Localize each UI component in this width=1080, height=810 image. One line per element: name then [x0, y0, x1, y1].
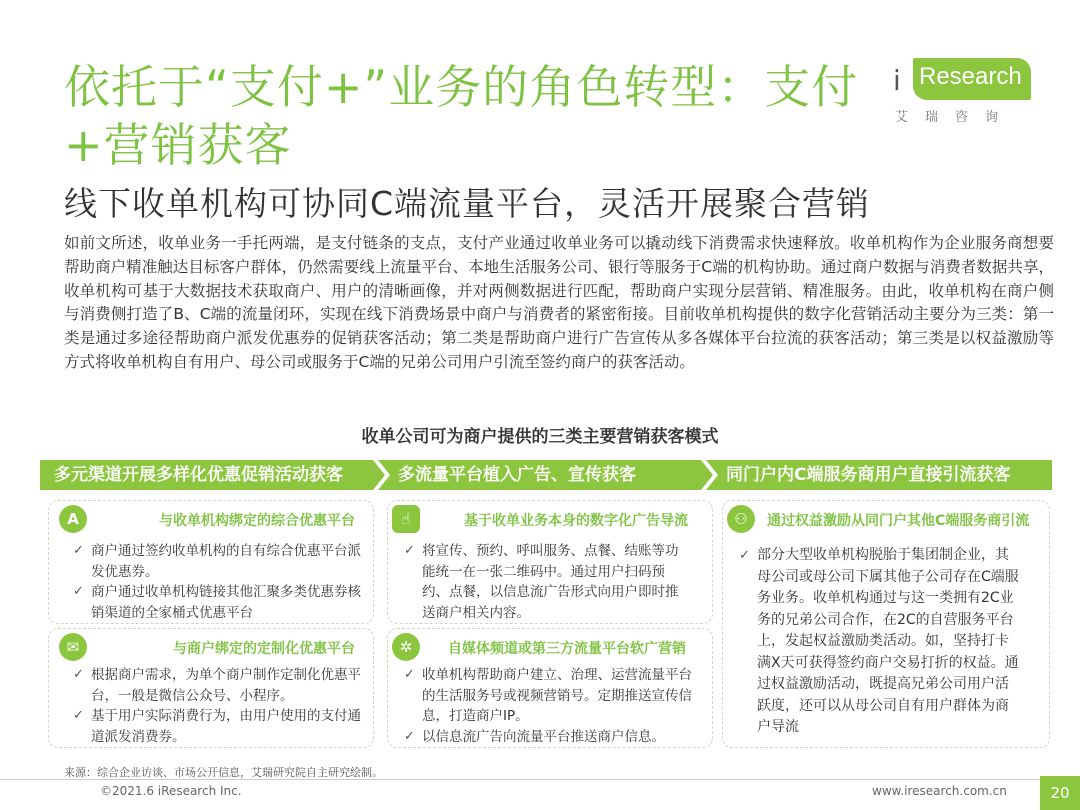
list-item: ✓ 收单机构帮助商户建立、治理、运营流量平台的生活服务号或视频营销号。定期推送宣传信息，打造商户IP。 — [404, 665, 692, 727]
copyright: ©2021.6 iResearch Inc. — [100, 784, 242, 798]
intro-paragraph: 如前文所述，收单业务一手托两端，是支付链条的支点，支付产业通过收单业务可以撬动线下消费需求快速释放。收单机构作为企业服务商想要帮助商户精准触达目标客户群体，仍然需要线上流量平台、本地生活服务公司、银行等服务于C端的机构协助。通过商户数据与消费者数据共享，收单机构可基于大数据技术获取商户、用户的清晰画像，并对两侧数据进行匹配，帮助商户实现分层营销、精准服务。由此，收单机构在商户侧与消费侧打造了B、C端的流量闭环，实现在线下消费场景中商户与消费者的紧密衔接。目前收单机构提供的数字化营销活动主要分为三类：第一类是通过多途径帮助商户派发优惠券的促销获客活动；第二类是帮助商户进行广告宣传从多各媒体平台拉流的获客活动；第三类是以权益激励等方式将收单机构自有用户、母公司或服务于C端的兄弟公司用户引流至签约商户的获客活动。 — [64, 234, 1054, 371]
column-header-1: 多元渠道开展多样化优惠促销活动获客 — [40, 460, 385, 490]
users-network-icon: ⚇ — [727, 505, 755, 533]
promo-card-custom-platform: ✉ 与商户绑定的定制化优惠平台 ✓ 根据商户需求，为单个商户制作定制化优惠平台，一般是微信公众号、小程序。 ✓ 基于用户实际消费行为，由用户使用的支付通道派发消费券。 — [48, 628, 374, 748]
page-subtitle: 线下收单机构可协同C端流量平台，灵活开展聚合营销 — [64, 184, 871, 223]
website-url: www.iresearch.com.cn — [872, 784, 1007, 798]
phone-touch-icon: ☝ — [392, 505, 420, 533]
list-item: ✓ 根据商户需求，为单个商户制作定制化优惠平台，一般是微信公众号、小程序。 — [73, 665, 363, 706]
list-item: ✓ 商户通过收单机构链接其他汇聚多类优惠券核销渠道的全家桶式优惠平台 — [73, 582, 363, 623]
footer-divider — [0, 779, 1042, 780]
promo-card-integrated-platform: A 与收单机构绑定的综合优惠平台 ✓ 商户通过签约收单机构的自有综合优惠平台派发优惠券。 ✓ 商户通过收单机构链接其他汇聚多类优惠券核销渠道的全家桶式优惠平台 — [48, 500, 374, 624]
column-header-3: 同门户内C端服务商用户直接引流获客 — [706, 460, 1052, 490]
ad-card-media-channels: ✲ 自媒体频道或第三方流量平台软广营销 ✓ 收单机构帮助商户建立、治理、运营流量平台的生活服务号或视频营销号。定期推送宣传信息，打造商户IP。 ✓ 以信息流广告向流量平台推送商户信息。 — [387, 628, 713, 748]
page-number: 20 — [1040, 776, 1080, 810]
list-item: ✓ 商户通过签约收单机构的自有综合优惠平台派发优惠券。 — [73, 541, 363, 582]
list-item: ✓ 部分大型收单机构脱胎于集团制企业，其母公司或母公司下属其他子公司存在C端服务业务。收单机构通过与这一类拥有2C业务的兄弟公司合作，在2C的自营服务平台上，发起权益激励类活动。如，坚持打卡满X天可获得签约商户交易打折的权益。通过权益激励活动，既提高兄弟公司用户活跃度，还可以从母公司自有用户群体为商户导流 — [739, 545, 1021, 739]
iresearch-logo: i Research 艾瑞咨询 — [893, 58, 1033, 128]
ad-card-digital-ads: ☝ 基于收单业务本身的数字化广告导流 ✓ 将宣传、预约、呼叫服务、点餐、结账等功能统一在一张二维码中。通过用户扫码预约、点餐，以信息流广告形式向用户即时推送商户相关内容。 — [387, 500, 713, 624]
list-item: ✓ 以信息流广告向流量平台推送商户信息。 — [404, 727, 692, 748]
app-store-icon: A — [59, 505, 87, 533]
referral-card-equity-incentive: ⚇ 通过权益激励从同门户其他C端服务商引流 ✓ 部分大型收单机构脱胎于集团制企业，其母公司或母公司下属其他子公司存在C端服务业务。收单机构通过与这一类拥有2C业务的兄弟公司合作，在2C的自营服务平台上，发起权益激励类活动。如，坚持打卡满X天可获得签约商户交易打折的权益。通过权益激励活动，既提高兄弟公司用户活跃度，还可以从母公司自有用户群体为商户导流 — [722, 500, 1050, 748]
section-title: 收单公司可为商户提供的三类主要营销获客模式 — [361, 427, 719, 447]
aperture-icon: ✲ — [392, 633, 420, 661]
list-item: ✓ 基于用户实际消费行为，由用户使用的支付通道派发消费券。 — [73, 706, 363, 747]
wechat-icon: ✉ — [59, 633, 87, 661]
page-title: 依托于“支付+”业务的角色转型：支付+营销获客 — [64, 60, 859, 172]
column-header-2: 多流量平台植入广告、宣传获客 — [378, 460, 713, 490]
list-item: ✓ 将宣传、预约、呼叫服务、点餐、结账等功能统一在一张二维码中。通过用户扫码预约、点餐，以信息流广告形式向用户即时推送商户相关内容。 — [404, 541, 684, 623]
source-note: 来源：综合企业访谈、市场公开信息，艾瑞研究院自主研究绘制。 — [64, 766, 383, 779]
